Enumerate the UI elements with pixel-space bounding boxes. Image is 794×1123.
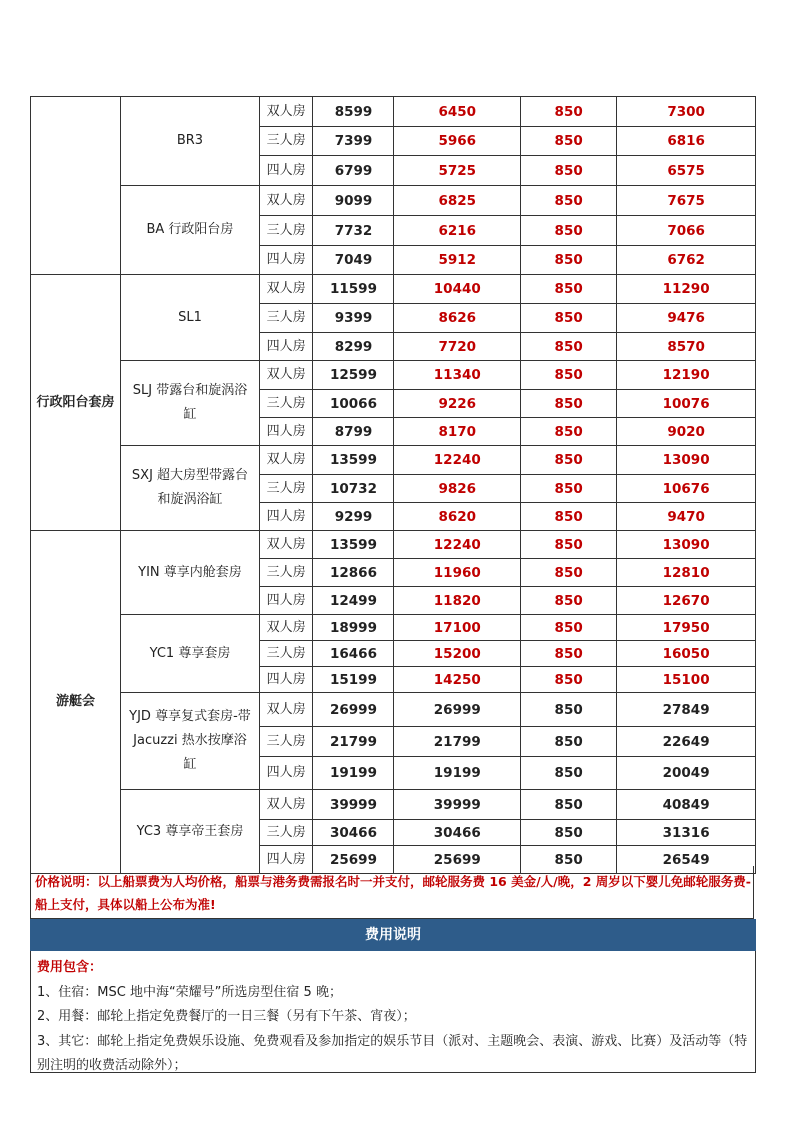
total-price-cell: 26549 xyxy=(617,846,756,874)
price-table-container xyxy=(30,96,756,874)
port-fee-cell: 850 xyxy=(521,186,617,216)
table-row xyxy=(31,615,756,641)
promo-price-cell: 8626 xyxy=(394,304,521,333)
table-row xyxy=(31,97,756,127)
occupancy-cell: 三人房 xyxy=(259,820,313,846)
base-price-cell: 11599 xyxy=(313,275,394,304)
base-price-cell: 12499 xyxy=(313,587,394,615)
promo-price-cell: 8620 xyxy=(394,503,521,531)
occupancy-cell: 双人房 xyxy=(259,275,313,304)
total-price-cell: 7066 xyxy=(617,216,756,246)
table-row xyxy=(31,693,756,727)
occupancy-cell: 三人房 xyxy=(259,304,313,333)
total-price-cell: 7675 xyxy=(617,186,756,216)
total-price-cell: 6762 xyxy=(617,246,756,275)
total-price-cell: 6575 xyxy=(617,156,756,186)
total-price-cell: 10076 xyxy=(617,390,756,418)
total-price-cell: 6816 xyxy=(617,127,756,156)
base-price-cell: 6799 xyxy=(313,156,394,186)
port-fee-cell: 850 xyxy=(521,503,617,531)
promo-price-cell: 26999 xyxy=(394,693,521,727)
occupancy-cell: 三人房 xyxy=(259,727,313,757)
port-fee-cell: 850 xyxy=(521,531,617,559)
promo-price-cell: 11340 xyxy=(394,361,521,390)
total-price-cell: 12190 xyxy=(617,361,756,390)
total-price-cell: 8570 xyxy=(617,333,756,361)
promo-price-cell: 6825 xyxy=(394,186,521,216)
total-price-cell: 27849 xyxy=(617,693,756,727)
promo-price-cell: 9826 xyxy=(394,475,521,503)
port-fee-cell: 850 xyxy=(521,333,617,361)
occupancy-cell: 三人房 xyxy=(259,559,313,587)
occupancy-cell: 四人房 xyxy=(259,156,313,186)
base-price-cell: 12599 xyxy=(313,361,394,390)
promo-price-cell: 8170 xyxy=(394,418,521,446)
promo-price-cell: 14250 xyxy=(394,667,521,693)
fee-item: 1、住宿：MSC 地中海“荣耀号”所选房型住宿 5 晚； xyxy=(37,984,342,1000)
price-notice: 价格说明：以上船票费为人均价格，船票与港务费需报名时一并支付，邮轮服务费 16 美金/人/晚，2 周岁以下婴儿免邮轮服务费-船上支付，具体以船上公布为准! xyxy=(30,866,754,919)
promo-price-cell: 10440 xyxy=(394,275,521,304)
base-price-cell: 25699 xyxy=(313,846,394,874)
promo-price-cell: 25699 xyxy=(394,846,521,874)
base-price-cell: 8299 xyxy=(313,333,394,361)
port-fee-cell: 850 xyxy=(521,216,617,246)
table-row xyxy=(31,186,756,216)
base-price-cell: 39999 xyxy=(313,790,394,820)
port-fee-cell: 850 xyxy=(521,693,617,727)
port-fee-cell: 850 xyxy=(521,641,617,667)
room-type-cell: YC3 尊享帝王套房 xyxy=(121,790,260,874)
base-price-cell: 26999 xyxy=(313,693,394,727)
room-type-cell: SL1 xyxy=(121,275,260,361)
total-price-cell: 9020 xyxy=(617,418,756,446)
promo-price-cell: 6216 xyxy=(394,216,521,246)
total-price-cell: 31316 xyxy=(617,820,756,846)
room-type-cell: SXJ 超大房型带露台和旋涡浴缸 xyxy=(121,446,260,531)
base-price-cell: 21799 xyxy=(313,727,394,757)
total-price-cell: 9476 xyxy=(617,304,756,333)
base-price-cell: 10732 xyxy=(313,475,394,503)
fee-item: 3、其它：邮轮上指定免费娱乐设施、免费观看及参加指定的娱乐节目（派对、主题晚会、表演、游戏、比赛）及活动等（特别注明的收费活动除外）； xyxy=(37,1033,748,1073)
total-price-cell: 17950 xyxy=(617,615,756,641)
base-price-cell: 7732 xyxy=(313,216,394,246)
promo-price-cell: 7720 xyxy=(394,333,521,361)
base-price-cell: 30466 xyxy=(313,820,394,846)
total-price-cell: 13090 xyxy=(617,446,756,475)
occupancy-cell: 四人房 xyxy=(259,246,313,275)
promo-price-cell: 5912 xyxy=(394,246,521,275)
occupancy-cell: 四人房 xyxy=(259,333,313,361)
promo-price-cell: 19199 xyxy=(394,757,521,790)
promo-price-cell: 11960 xyxy=(394,559,521,587)
port-fee-cell: 850 xyxy=(521,390,617,418)
price-table xyxy=(30,96,756,874)
promo-price-cell: 12240 xyxy=(394,446,521,475)
room-type-cell: YC1 尊享套房 xyxy=(121,615,260,693)
room-type-cell: SLJ 带露台和旋涡浴缸 xyxy=(121,361,260,446)
port-fee-cell: 850 xyxy=(521,846,617,874)
total-price-cell: 15100 xyxy=(617,667,756,693)
base-price-cell: 18999 xyxy=(313,615,394,641)
port-fee-cell: 850 xyxy=(521,727,617,757)
port-fee-cell: 850 xyxy=(521,820,617,846)
total-price-cell: 13090 xyxy=(617,531,756,559)
category-cell: 行政阳台套房 xyxy=(31,275,121,531)
total-price-cell: 10676 xyxy=(617,475,756,503)
promo-price-cell: 5725 xyxy=(394,156,521,186)
category-cell: 游艇会 xyxy=(31,531,121,874)
fee-included-label: 费用包含： xyxy=(37,960,103,975)
fee-item: 2、用餐：邮轮上指定免费餐厅的一日三餐（另有下午茶、宵夜）； xyxy=(37,1009,416,1024)
base-price-cell: 9099 xyxy=(313,186,394,216)
table-row xyxy=(31,531,756,559)
room-type-cell: YJD 尊享复式套房-带 Jacuzzi 热水按摩浴缸 xyxy=(121,693,260,790)
promo-price-cell: 17100 xyxy=(394,615,521,641)
occupancy-cell: 四人房 xyxy=(259,757,313,790)
occupancy-cell: 双人房 xyxy=(259,615,313,641)
base-price-cell: 10066 xyxy=(313,390,394,418)
port-fee-cell: 850 xyxy=(521,418,617,446)
port-fee-cell: 850 xyxy=(521,361,617,390)
total-price-cell: 16050 xyxy=(617,641,756,667)
base-price-cell: 7399 xyxy=(313,127,394,156)
port-fee-cell: 850 xyxy=(521,757,617,790)
base-price-cell: 15199 xyxy=(313,667,394,693)
occupancy-cell: 双人房 xyxy=(259,531,313,559)
table-row xyxy=(31,790,756,820)
total-price-cell: 9470 xyxy=(617,503,756,531)
occupancy-cell: 双人房 xyxy=(259,446,313,475)
occupancy-cell: 三人房 xyxy=(259,390,313,418)
occupancy-cell: 三人房 xyxy=(259,641,313,667)
promo-price-cell: 9226 xyxy=(394,390,521,418)
occupancy-cell: 双人房 xyxy=(259,790,313,820)
occupancy-cell: 四人房 xyxy=(259,667,313,693)
fee-details xyxy=(30,951,756,1073)
port-fee-cell: 850 xyxy=(521,446,617,475)
total-price-cell: 20049 xyxy=(617,757,756,790)
promo-price-cell: 39999 xyxy=(394,790,521,820)
occupancy-cell: 双人房 xyxy=(259,361,313,390)
base-price-cell: 13599 xyxy=(313,531,394,559)
total-price-cell: 11290 xyxy=(617,275,756,304)
port-fee-cell: 850 xyxy=(521,475,617,503)
promo-price-cell: 30466 xyxy=(394,820,521,846)
occupancy-cell: 三人房 xyxy=(259,475,313,503)
occupancy-cell: 四人房 xyxy=(259,418,313,446)
total-price-cell: 22649 xyxy=(617,727,756,757)
base-price-cell: 8599 xyxy=(313,97,394,127)
promo-price-cell: 6450 xyxy=(394,97,521,127)
total-price-cell: 12670 xyxy=(617,587,756,615)
port-fee-cell: 850 xyxy=(521,587,617,615)
category-cell xyxy=(31,97,121,275)
table-row xyxy=(31,275,756,304)
table-row xyxy=(31,361,756,390)
base-price-cell: 9299 xyxy=(313,503,394,531)
occupancy-cell: 四人房 xyxy=(259,587,313,615)
promo-price-cell: 21799 xyxy=(394,727,521,757)
port-fee-cell: 850 xyxy=(521,615,617,641)
occupancy-cell: 三人房 xyxy=(259,127,313,156)
base-price-cell: 12866 xyxy=(313,559,394,587)
promo-price-cell: 5966 xyxy=(394,127,521,156)
occupancy-cell: 四人房 xyxy=(259,846,313,874)
total-price-cell: 40849 xyxy=(617,790,756,820)
port-fee-cell: 850 xyxy=(521,667,617,693)
base-price-cell: 13599 xyxy=(313,446,394,475)
occupancy-cell: 双人房 xyxy=(259,186,313,216)
port-fee-cell: 850 xyxy=(521,127,617,156)
occupancy-cell: 三人房 xyxy=(259,216,313,246)
base-price-cell: 7049 xyxy=(313,246,394,275)
port-fee-cell: 850 xyxy=(521,275,617,304)
base-price-cell: 9399 xyxy=(313,304,394,333)
occupancy-cell: 双人房 xyxy=(259,97,313,127)
base-price-cell: 8799 xyxy=(313,418,394,446)
port-fee-cell: 850 xyxy=(521,304,617,333)
base-price-cell: 19199 xyxy=(313,757,394,790)
occupancy-cell: 四人房 xyxy=(259,503,313,531)
room-type-cell: BR3 xyxy=(121,97,260,186)
promo-price-cell: 15200 xyxy=(394,641,521,667)
port-fee-cell: 850 xyxy=(521,559,617,587)
port-fee-cell: 850 xyxy=(521,97,617,127)
table-row xyxy=(31,446,756,475)
occupancy-cell: 双人房 xyxy=(259,693,313,727)
promo-price-cell: 12240 xyxy=(394,531,521,559)
port-fee-cell: 850 xyxy=(521,246,617,275)
total-price-cell: 7300 xyxy=(617,97,756,127)
port-fee-cell: 850 xyxy=(521,790,617,820)
total-price-cell: 12810 xyxy=(617,559,756,587)
room-type-cell: YIN 尊享内舱套房 xyxy=(121,531,260,615)
base-price-cell: 16466 xyxy=(313,641,394,667)
promo-price-cell: 11820 xyxy=(394,587,521,615)
port-fee-cell: 850 xyxy=(521,156,617,186)
room-type-cell: BA 行政阳台房 xyxy=(121,186,260,275)
fee-section-header: 费用说明 xyxy=(30,919,756,951)
